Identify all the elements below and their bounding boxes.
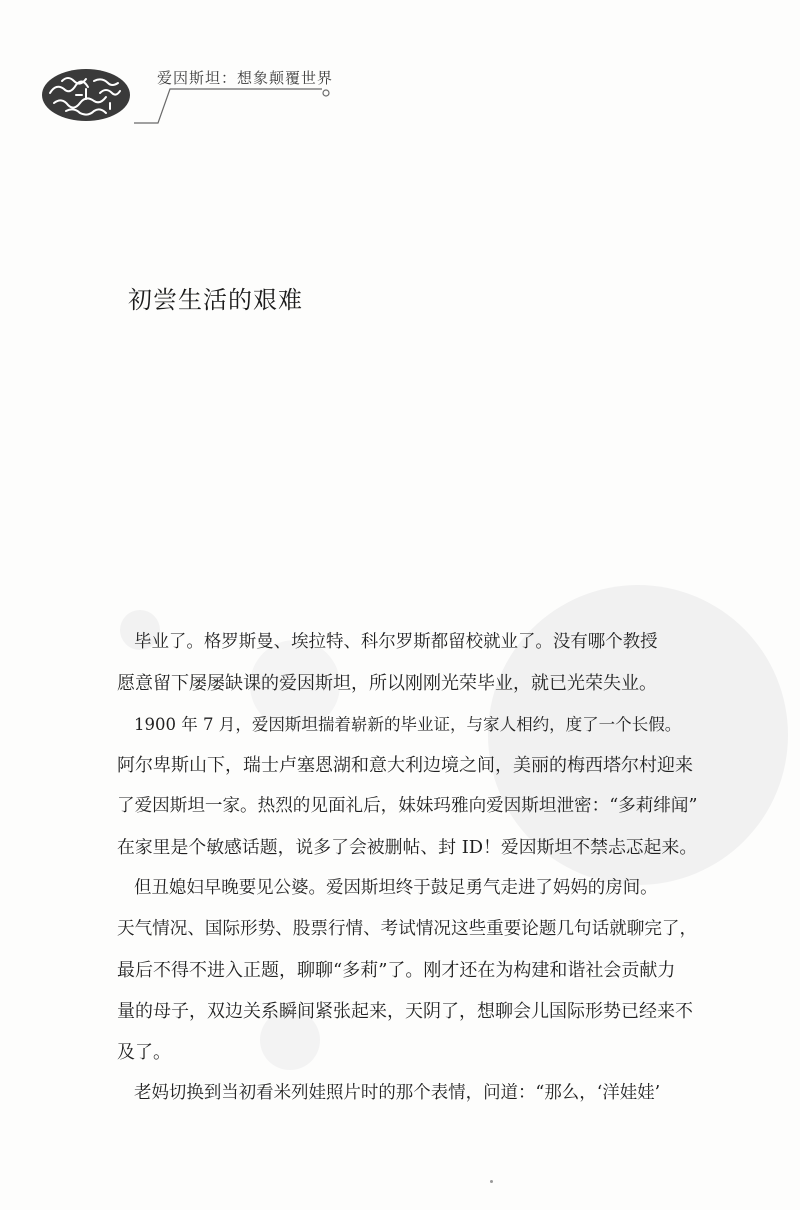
text-line: 但丑媳妇早晚要见公婆。爱因斯坦终于鼓足勇气走进了妈妈的房间。 [134,878,658,898]
text-line: 了爱因斯坦一家。热烈的见面礼后，妹妹玛雅向爱因斯坦泄密：“多莉绯闻” [117,796,697,816]
brain-maze-icon [40,65,132,125]
body-text [117,622,697,1114]
text-line: 及了。 [117,1042,171,1063]
text-line: 天气情况、国际形势、股票行情、考试情况这些重要论题几句话就聊完了， [117,919,697,939]
chapter-title: 初尝生活的艰难 [128,286,303,314]
text-line: 量的母子，双边关系瞬间紧张起来，天阴了，想聊会儿国际形势已经来不 [117,1001,693,1022]
text-line: 毕业了。格罗斯曼、埃拉特、科尔罗斯都留校就业了。没有哪个教授 [134,632,658,652]
text-line: 愿意留下屡屡缺课的爱因斯坦，所以刚刚光荣毕业，就已光荣失业。 [117,673,657,694]
running-title: 爱因斯坦：想象颠覆世界 [157,70,334,87]
text-line: 最后不得不进入正题，聊聊“多莉”了。刚才还在为构建和谐社会贡献力 [117,960,676,981]
text-line: 老妈切换到当初看米列娃照片时的那个表情，问道：“那么，‘洋娃娃’ [134,1083,661,1103]
running-header [40,55,370,135]
scan-speck [490,1180,493,1183]
text-line: 在家里是个敏感话题，说多了会被删帖、封 ID！爱因斯坦不禁忐忑起来。 [117,837,697,858]
text-line: 阿尔卑斯山下，瑞士卢塞恩湖和意大利边境之间，美丽的梅西塔尔村迎来 [117,755,693,776]
text-line: 1900 年 7 月，爱因斯坦揣着崭新的毕业证，与家人相约，度了一个长假。 [134,715,682,734]
